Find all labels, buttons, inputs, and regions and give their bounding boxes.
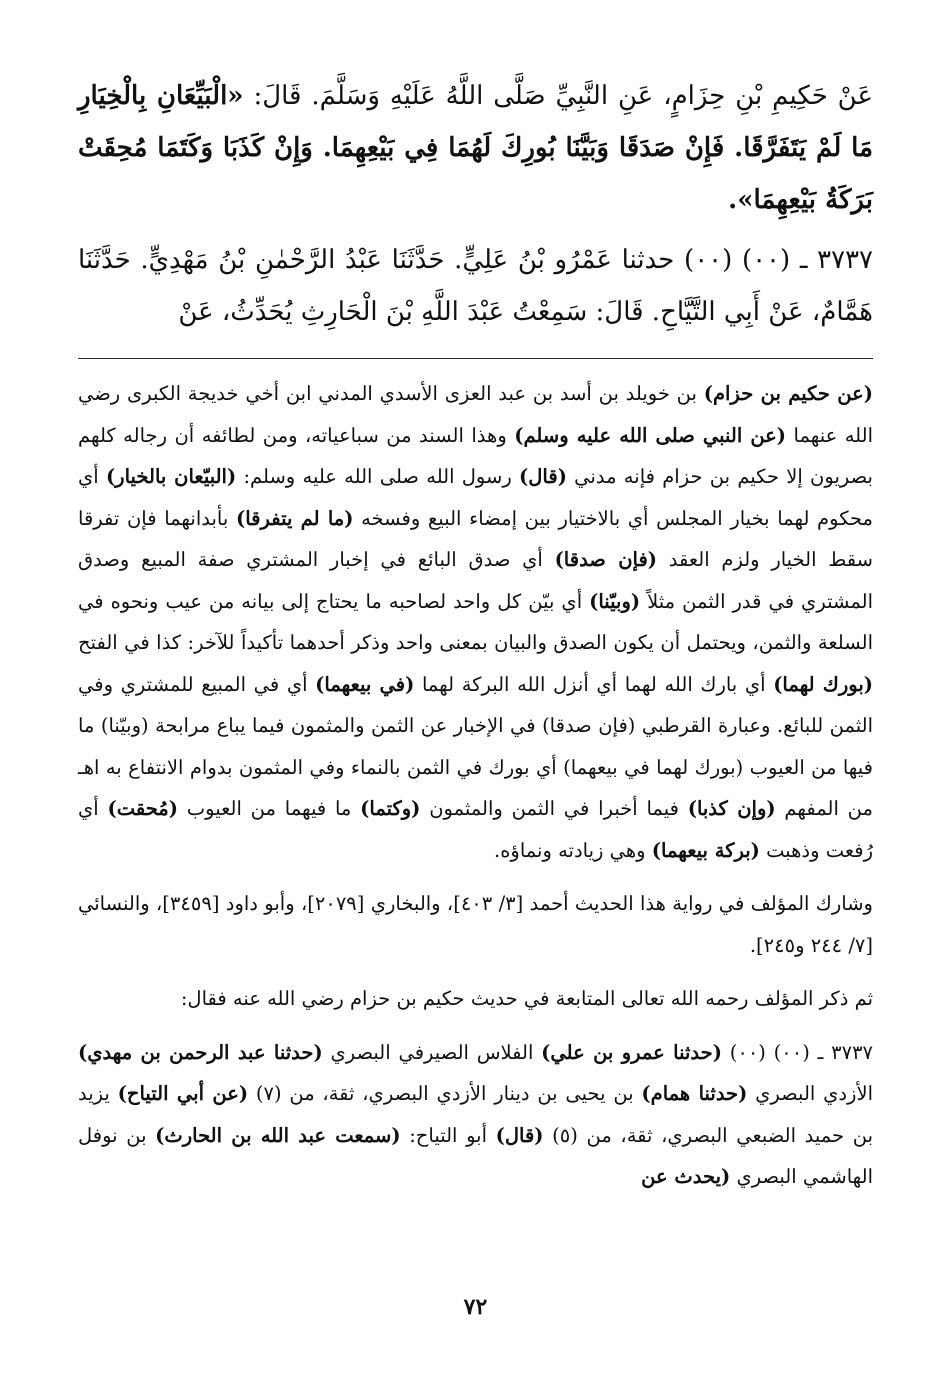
commentary-text: بن نوفل الهاشمي البصري: [78, 1123, 873, 1188]
bold-quoted-phrase: (قال): [519, 465, 567, 488]
commentary-text: أي في المبيع للمشتري وفي الثمن للبائع. وعبارة القرطبي (فإن صدقا) في الإخبار عن الثمن والمثمون فيما يباع مرابحة (وبيّنا) ما فيها من العيوب (بورك لهما في بيعهما) أي بورك في الثمن بالنماء وفي المثمون بدوام الانتفاع به اهـ من المفهم: [78, 672, 873, 820]
bold-quoted-phrase: (في بيعهما): [315, 672, 415, 696]
commentary-section: [78, 373, 873, 1198]
bold-quoted-phrase: (وبيّنا): [589, 589, 641, 613]
commentary-text: أي محكوم لهما بخيار المجلس أي بالاختيار بين إمضاء البيع وفسخه: [78, 465, 873, 530]
bold-quoted-phrase: (مُحقت): [107, 797, 178, 820]
bold-quoted-phrase: (عن أبي التياح): [117, 1082, 249, 1105]
commentary-text: ٣٧٣٧ ـ (٠٠) (٠٠): [721, 1040, 874, 1064]
text-commentary-separator: [78, 358, 873, 359]
hadith-isnad: ٣٧٣٧ ـ (٠٠) (٠٠) حدثنا عَمْرُو بْنُ عَلِيٍّ. حَدَّثَنَا عَبْدُ الرَّحْمٰنِ بْنُ مَهْدِيٍّ. حَدَّثَنَا هَمَّامٌ، عَنْ أَبِي التَّيَّاحِ. قَالَ: سَمِعْتُ عَبْدَ اللَّهِ بْنَ الْحَارِثِ يُحَدِّثُ، عَنْ: [78, 245, 873, 327]
bold-quoted-phrase: (حدثنا عبد الرحمن بن مهدي): [78, 1040, 323, 1064]
commentary-text: بن يحيى بن دينار الأزدي البصري، ثقة، من (٧): [248, 1082, 642, 1105]
hadith-matn: [78, 70, 873, 226]
bold-quoted-phrase: (ما لم يتفرقا): [235, 506, 354, 530]
bold-quoted-phrase: (وكتما): [360, 797, 421, 820]
commentary-text: رسول الله صلى الله عليه وسلم:: [236, 465, 520, 488]
hadith-narration-chain: عَنْ حَكِيمِ بْنِ حِزَامٍ، عَنِ النَّبِيِّ صَلَّى اللَّهُ عَلَيْهِ وَسَلَّمَ. قَالَ:: [243, 81, 873, 111]
bold-quoted-phrase: (البيّعان بالخيار): [105, 465, 237, 488]
commentary-paragraph-references: وشارك المؤلف في رواية هذا الحديث أحمد [٣/ ٤٠٣]، والبخاري [٢٠٧٩]، وأبو داود [٣٤٥٩]، والنسائي [٧/ ٢٤٤ و٢٤٥].: [78, 892, 873, 957]
commentary-text: بأبدانهما فإن تفرقا سقط الخيار ولزم العقد: [78, 506, 873, 571]
bold-quoted-phrase: (يحدث عن: [641, 1165, 731, 1188]
commentary-text: وهذا السند من سباعياته، ومن لطائفه أن رجاله كلهم بصريون إلا حكيم بن حزام فإنه مدني: [78, 423, 873, 488]
commentary-text: بن خويلد بن أسد بن عبد العزى الأسدي المدني ابن أخي خديجة الكبرى رضي الله عنهما: [78, 382, 873, 447]
commentary-text: أي بارك الله لهما أي أنزل الله البركة لهما: [414, 672, 774, 696]
bold-quoted-phrase: (فإن صدقا): [554, 548, 658, 571]
commentary-text: أي صدق البائع في إخبار المشتري صفة المبيع وصدق المشتري في قدر الثمن مثلاً: [78, 548, 873, 613]
commentary-text: يزيد بن حميد الضبعي البصري، ثقة، من (٥): [78, 1082, 873, 1147]
bold-quoted-phrase: (عن النبي صلى الله عليه وسلم): [514, 423, 787, 447]
commentary-paragraph-explanation: [78, 373, 873, 871]
commentary-text: الفلاس الصيرفي البصري: [322, 1040, 542, 1064]
commentary-text: ما فيهما من العيوب: [177, 797, 361, 820]
bold-quoted-phrase: (حدثنا همام): [641, 1082, 748, 1105]
commentary-paragraph-isnad: [78, 1032, 873, 1198]
commentary-text: الأزدي البصري: [747, 1082, 873, 1105]
bold-quoted-phrase: (حدثنا عمرو بن علي): [541, 1040, 722, 1064]
commentary-text: أي بيّن كل واحد لصاحبه ما يحتاج إلى بيانه من عيب ونحوه في السلعة والثمن، ويحتمل أن يكون الصدق والبيان بمعنى واحد وذكر أحدهما تأكيداً للآخر: كذا في الفتح: [78, 589, 873, 654]
bold-quoted-phrase: (وإن كذبا): [687, 797, 776, 820]
book-page: [78, 70, 873, 1320]
page-number: ٧٢: [463, 1294, 488, 1320]
commentary-paragraph-transition: ثم ذكر المؤلف رحمه الله تعالى المتابعة في حديث حكيم بن حزام رضي الله عنه فقال:: [180, 987, 873, 1010]
hadith-prophetic-saying: «الْبَيِّعَانِ بِالْخِيَارِ مَا لَمْ يَتَفَرَّقَا. فَإِنْ صَدَقَا وَبَيَّنَا بُورِكَ لَهُمَا فِي بَيْعِهِمَا. وَإِنْ كَذَبَا وَكَتَمَا مُحِقَتْ بَرَكَةُ بَيْعِهِمَا».: [78, 81, 873, 215]
bold-quoted-phrase: (قال): [495, 1123, 544, 1147]
commentary-text: أي رُفعت وذهبت: [78, 797, 873, 862]
bold-quoted-phrase: (سمعت عبد الله بن الحارث): [155, 1123, 401, 1147]
bold-quoted-phrase: (بركة بيعهما): [651, 838, 760, 862]
hadith-text: [78, 70, 873, 338]
bold-quoted-phrase: (بورك لهما): [773, 672, 873, 696]
bold-quoted-phrase: (عن حكيم بن حزام): [703, 382, 873, 405]
commentary-text: أبو التياح:: [400, 1123, 496, 1147]
commentary-text: وهي زيادته ونماؤه.: [494, 838, 652, 862]
commentary-text: فيما أخبرا في الثمن والمثمون: [420, 797, 688, 820]
